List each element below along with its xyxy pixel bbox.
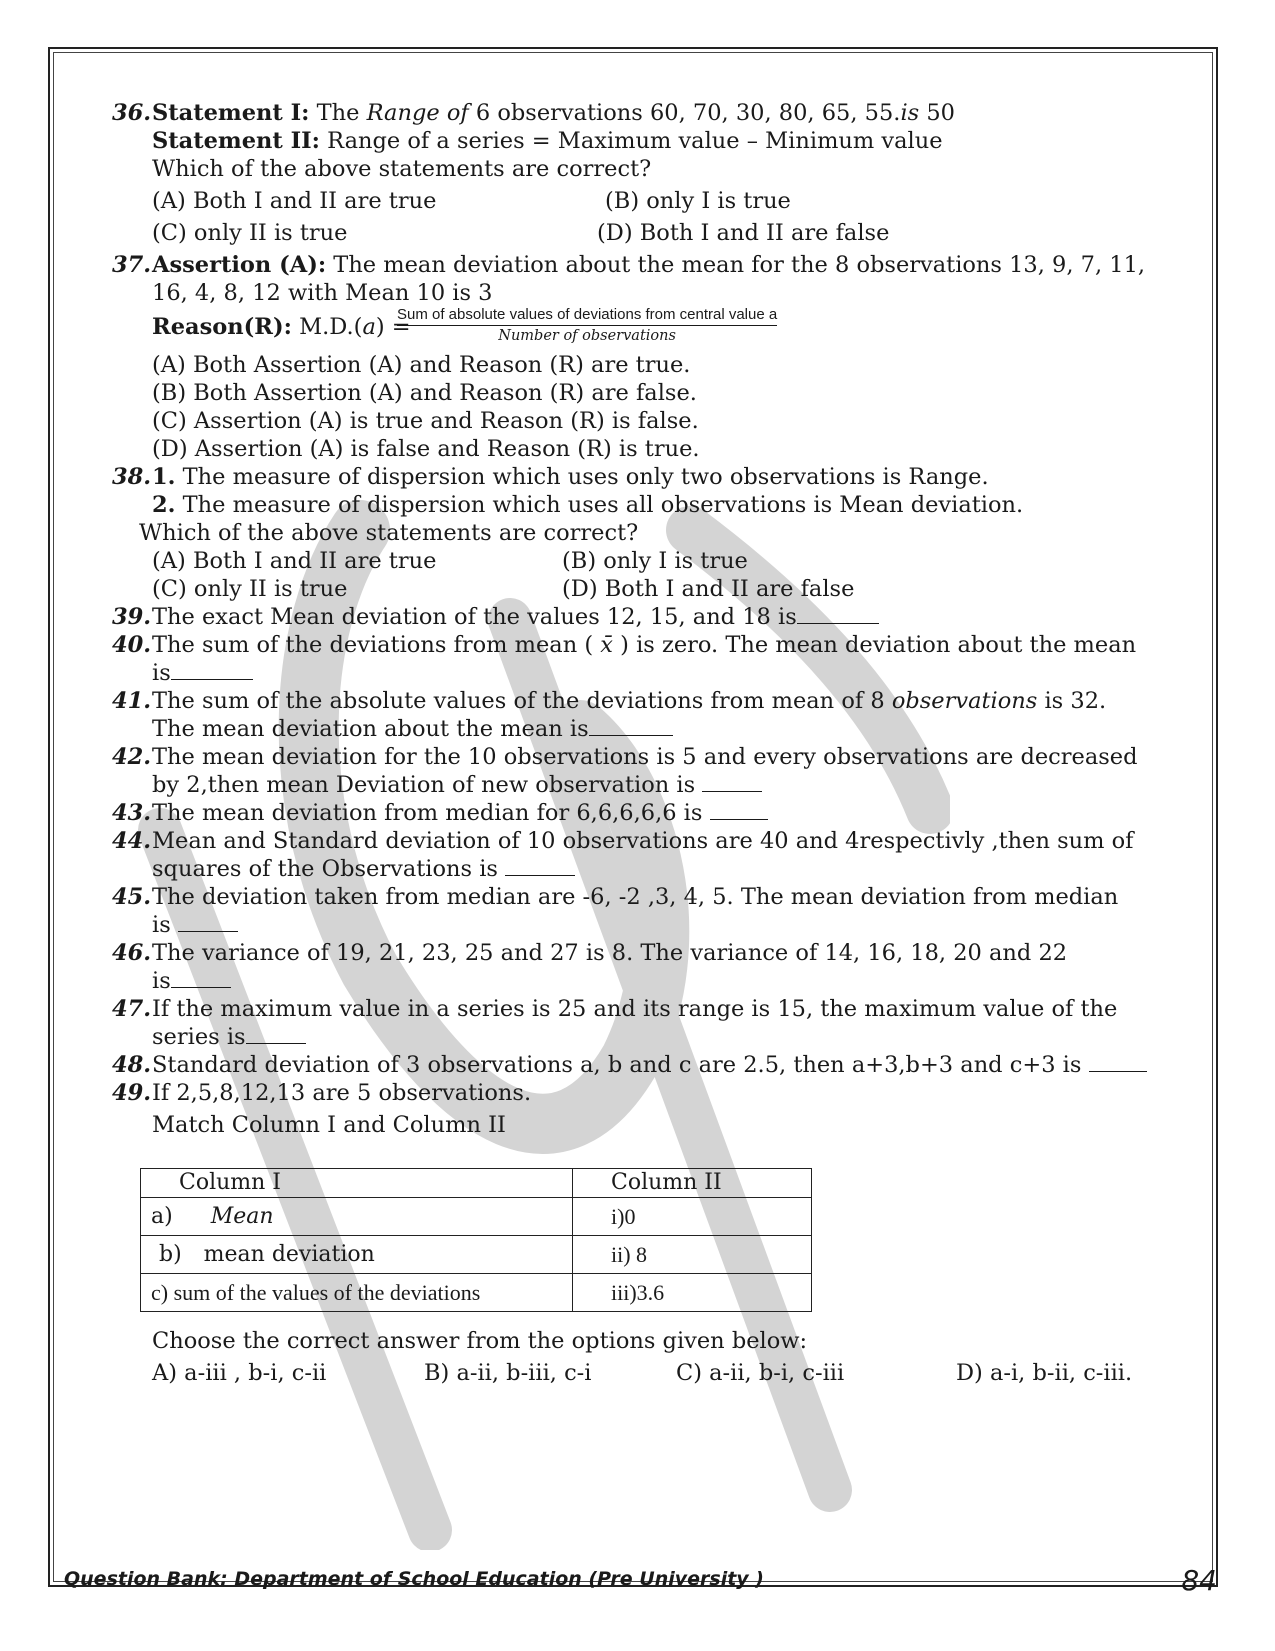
answer-blank [171,967,231,988]
answer-blank [505,855,575,876]
q37-assertion-cont: 16, 4, 8, 12 with Mean 10 is 3 [152,280,493,306]
question-number: 42. [112,744,152,770]
q36-s1-is: is [900,100,920,126]
q38-s1-label: 1. [152,464,176,490]
q49-instruction: Match Column I and Column II [152,1112,506,1138]
q46-text2: is [152,968,171,994]
question-number: 47. [112,996,152,1022]
q38-statement-2 [152,491,1023,519]
q37-r-a: a [362,314,376,340]
table-cell: i)0 [573,1198,812,1236]
q45-text-cont [152,911,238,939]
row-text: mean deviation [203,1242,375,1267]
question-number: 45. [112,884,152,910]
q49-option-c: C) a-ii, b-i, c-iii [676,1360,845,1386]
q36-s1-pre: The [309,100,367,126]
q41-text [152,687,1106,715]
q36-s2-text: Range of a series = Maximum value – Minimum value [320,128,943,154]
q45-text: The deviation taken from median are -6, -2 ,3, 4, 5. The mean deviation from median [152,884,1119,910]
q36-s1-end: 50 [919,100,955,126]
q38-s1-text: The measure of dispersion which uses only two observations is Range. [175,464,989,490]
question-number: 41. [112,688,152,714]
q36-option-a: (A) Both I and II are true [152,188,437,214]
q38-option-d: (D) Both I and II are false [562,576,855,602]
q38-option-a: (A) Both I and II are true [152,548,437,574]
question-number: 46. [112,940,152,966]
question-number: 36. [112,100,152,126]
answer-blank [797,603,879,624]
row-text: Mean [210,1204,274,1229]
q38-question: Which of the above statements are correct? [139,520,639,546]
question-number: 43. [112,800,152,826]
column-2-header: Column II [573,1169,812,1198]
q36-s1-label: Statement I: [152,100,310,126]
q37-r-label: Reason(R): [152,314,292,340]
q45-text2: is [152,912,178,938]
q42-text-cont [152,771,762,799]
page-number: 84 [1181,1564,1217,1597]
q37-reason [152,313,411,341]
table-cell: iii)3.6 [573,1274,812,1312]
q49-option-b: B) a-ii, b-iii, c-i [424,1360,592,1386]
row-label: a) [151,1204,173,1229]
q46-text: The variance of 19, 21, 23, 25 and 27 is 8. The variance of 14, 16, 18, 20 and 22 [152,940,1068,966]
q39-text-span: The exact Mean deviation of the values 12, 15, and 18 is [152,604,797,630]
q47-text-cont [152,1023,306,1051]
q37-assertion [152,251,1145,279]
q37-option-b: (B) Both Assertion (A) and Reason (R) are false. [152,380,697,406]
q41-text-cont [152,715,673,743]
q44-text-cont [152,855,575,883]
q43-text [152,799,768,827]
q46-text-cont [152,967,231,995]
question-number: 44. [112,828,152,854]
q37-r-eq: ) = [375,314,411,340]
question-number: 40. [112,632,152,658]
question-number: 39. [112,604,152,630]
table-cell [141,1236,573,1274]
question-number: 48. [112,1052,152,1078]
q37-option-c: (C) Assertion (A) is true and Reason (R) is false. [152,408,699,434]
x-bar-symbol: x̄ [600,632,613,658]
q36-statement-1 [152,99,955,127]
q39-text [152,603,879,631]
q42-text: The mean deviation for the 10 observations is 5 and every observations are decreased [152,744,1138,770]
q40-text1: The sum of the deviations from mean ( [152,632,601,658]
q36-s2-label: Statement II: [152,128,320,154]
q37-a-label: Assertion (A): [152,252,327,278]
q47-text: If the maximum value in a series is 25 and its range is 15, the maximum value of the [152,996,1118,1022]
q40-text [152,631,1136,659]
q49-option-d: D) a-i, b-ii, c-iii. [956,1360,1133,1386]
q49-choose-instruction: Choose the correct answer from the options given below: [152,1328,808,1354]
q38-option-c: (C) only II is true [152,576,348,602]
q40-text2: ) is zero. The mean deviation about the mean [613,632,1137,658]
q43-text-span: The mean deviation from median for 6,6,6,6,6 is [152,800,710,826]
q36-option-b: (B) only I is true [605,188,791,214]
q49-text: If 2,5,8,12,13 are 5 observations. [152,1080,532,1106]
q47-text2: series is [152,1024,246,1050]
q36-option-c: (C) only II is true [152,220,348,246]
answer-blank [246,1023,306,1044]
q42-text2: by 2,then mean Deviation of new observation is [152,772,703,798]
q40-text3: is [152,660,171,686]
q40-text-cont [152,659,253,687]
q37-option-a: (A) Both Assertion (A) and Reason (R) are true. [152,352,691,378]
q44-text2: squares of the Observations is [152,856,506,882]
q38-s2-text: The measure of dispersion which uses all observations is Mean deviation. [175,492,1024,518]
q38-s2-label: 2. [152,492,176,518]
match-table [140,1168,812,1312]
fraction-numerator: Sum of absolute values of deviations from central value a [397,306,777,326]
q41-text1: The sum of the absolute values of the deviations from mean of 8 [152,688,892,714]
q37-r-md: M.D.( [291,314,363,340]
table-row [141,1274,812,1312]
question-number: 49. [112,1080,152,1106]
md-formula-fraction [397,306,777,344]
q36-s1-mid: 6 observations 60, 70, 30, 80, 65, 55. [468,100,901,126]
answer-blank [710,799,768,820]
table-cell [141,1274,573,1312]
table-row [141,1236,812,1274]
answer-blank [171,659,253,680]
q36-question: Which of the above statements are correct? [152,156,652,182]
table-row [141,1198,812,1236]
table-header-row [141,1169,812,1198]
q38-option-b: (B) only I is true [562,548,748,574]
question-number: 38. [112,464,152,490]
q38-statement-1 [152,463,989,491]
fraction-denominator: Number of observations [498,328,676,344]
q36-statement-2 [152,127,943,155]
table-cell [141,1198,573,1236]
q44-text: Mean and Standard deviation of 10 observations are 40 and 4respectivly ,then sum of [152,828,1134,854]
q41-text3: The mean deviation about the mean is [152,716,589,742]
row-text: c) sum of the values of the deviations [151,1279,481,1305]
answer-blank [589,715,673,736]
answer-blank [702,771,762,792]
q36-option-d: (D) Both I and II are false [597,220,890,246]
q36-s1-math: Range of [366,100,469,126]
column-1-header: Column I [141,1169,573,1198]
row-label: b) [159,1242,182,1267]
q37-option-d: (D) Assertion (A) is false and Reason (R) is true. [152,436,700,462]
footer-text: Question Bank: Department of School Education (Pre University ) [64,1568,764,1590]
table-cell: ii) 8 [573,1236,812,1274]
question-number: 37. [112,252,152,278]
answer-blank [178,911,238,932]
q41-text2: is 32. [1037,688,1107,714]
q37-a-text1: The mean deviation about the mean for the 8 observations 13, 9, 7, 11, [326,252,1146,278]
q48-text [152,1051,1147,1079]
q48-text-span: Standard deviation of 3 observations a, b and c are 2.5, then a+3,b+3 and c+3 is [152,1052,1089,1078]
answer-blank [1089,1051,1147,1072]
q41-obs: observations [891,688,1038,714]
q49-option-a: A) a-iii , b-i, c-ii [152,1360,327,1386]
